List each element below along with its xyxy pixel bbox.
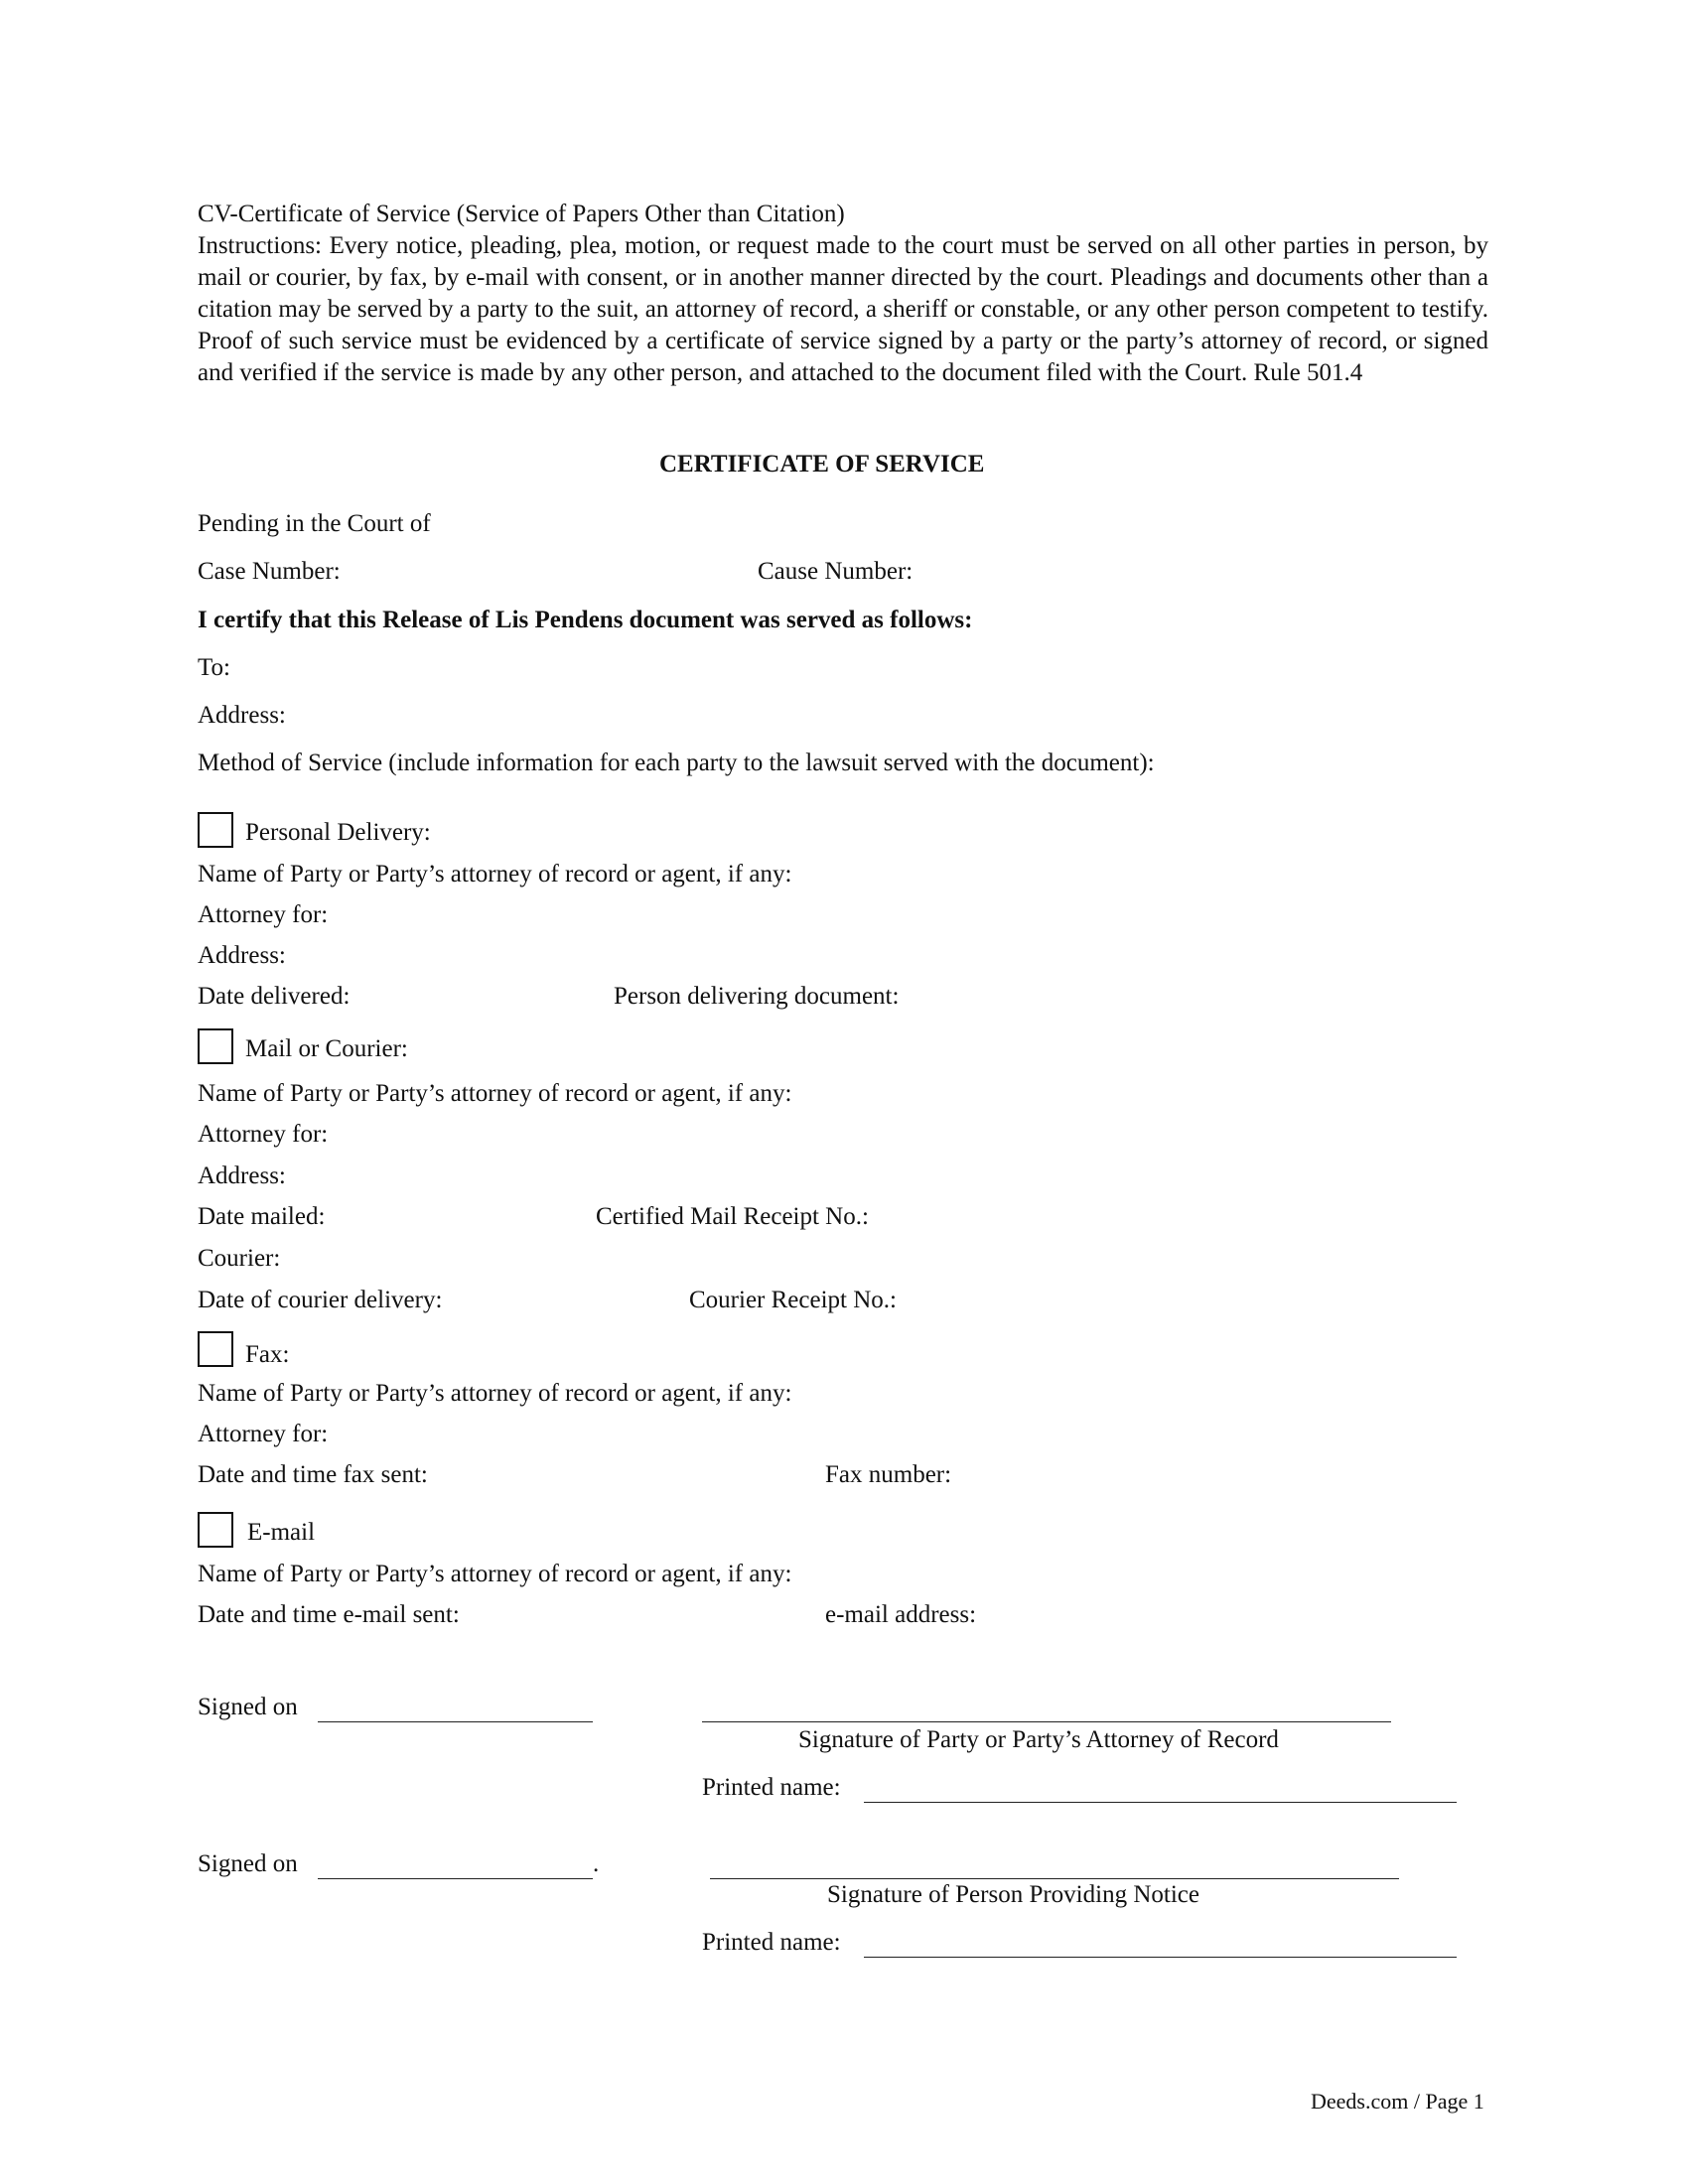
- fax-attorney-for-label: Attorney for:: [198, 1421, 329, 1447]
- email-name-party-label: Name of Party or Party’s attorney of record or agent, if any:: [198, 1561, 792, 1587]
- email-address-label: e-mail address:: [825, 1601, 977, 1628]
- signed-on-label-2: Signed on: [198, 1850, 298, 1877]
- date-delivered-label: Date delivered:: [198, 983, 351, 1010]
- fax-label: Fax:: [245, 1341, 290, 1368]
- signed-on-label-1: Signed on: [198, 1694, 298, 1720]
- personal-delivery-checkbox[interactable]: [198, 812, 233, 848]
- date-courier-delivery-label: Date of courier delivery:: [198, 1287, 443, 1313]
- mail-address-label: Address:: [198, 1162, 286, 1189]
- date-mailed-label: Date mailed:: [198, 1203, 326, 1230]
- fax-number-label: Fax number:: [825, 1461, 952, 1488]
- page-footer: Deeds.com / Page 1: [1311, 2089, 1484, 2114]
- address-label: Address:: [198, 702, 286, 729]
- fax-checkbox[interactable]: [198, 1331, 233, 1367]
- mail-name-party-label: Name of Party or Party’s attorney of record or agent, if any:: [198, 1080, 792, 1107]
- signature-line-2[interactable]: [710, 1878, 1399, 1879]
- fax-name-party-label: Name of Party or Party’s attorney of record or agent, if any:: [198, 1380, 792, 1407]
- certified-mail-receipt-label: Certified Mail Receipt No.:: [596, 1203, 869, 1230]
- printed-name-label-2: Printed name:: [702, 1929, 841, 1956]
- printed-name-line-1[interactable]: [864, 1802, 1457, 1803]
- form-title: CV-Certificate of Service (Service of Papers Other than Citation): [198, 201, 845, 227]
- signed-on-date-line-1[interactable]: [318, 1721, 593, 1722]
- printed-name-label-1: Printed name:: [702, 1774, 841, 1801]
- certify-statement: I certify that this Release of Lis Pendens document was served as follows:: [198, 607, 973, 633]
- instructions-text: Instructions: Every notice, pleading, plea, motion, or request made to the court must be served on all other parties in person, by mail or courier, by fax, by e-mail with consent, or in another manner directed by the court. Pleadings and documents other than a citation may be served by a party to the suit, an attorney of record, a sheriff or constable, or any other person competent to testify. Proof of such service must be evidenced by a certificate of service signed by a party or the party’s attorney of record, or signed and verified if the service is made by any other person, and attached to the document filed with the Court. Rule 501.4: [198, 232, 1488, 386]
- document-title: CERTIFICATE OF SERVICE: [659, 451, 985, 478]
- person-delivering-label: Person delivering document:: [614, 983, 900, 1010]
- mail-courier-label: Mail or Courier:: [245, 1035, 408, 1062]
- fax-date-time-label: Date and time fax sent:: [198, 1461, 428, 1488]
- pending-court-label: Pending in the Court of: [198, 510, 431, 537]
- personal-address-label: Address:: [198, 942, 286, 969]
- mail-attorney-for-label: Attorney for:: [198, 1121, 329, 1148]
- email-checkbox[interactable]: [198, 1512, 233, 1548]
- method-of-service-label: Method of Service (include information for each party to the lawsuit served with the document):: [198, 750, 1155, 776]
- personal-attorney-for-label: Attorney for:: [198, 901, 329, 928]
- signature-line-1[interactable]: [702, 1721, 1391, 1722]
- courier-label: Courier:: [198, 1245, 281, 1272]
- to-label: To:: [198, 654, 230, 681]
- case-number-label: Case Number:: [198, 558, 341, 585]
- signature-caption-1: Signature of Party or Party’s Attorney of Record: [798, 1726, 1279, 1753]
- cause-number-label: Cause Number:: [758, 558, 914, 585]
- personal-name-party-label: Name of Party or Party’s attorney of record or agent, if any:: [198, 861, 792, 887]
- personal-delivery-label: Personal Delivery:: [245, 819, 431, 846]
- intro-block: [198, 199, 1488, 389]
- signature-caption-2: Signature of Person Providing Notice: [827, 1881, 1199, 1908]
- mail-courier-checkbox[interactable]: [198, 1028, 233, 1064]
- signed-on-period: .: [593, 1850, 600, 1877]
- printed-name-line-2[interactable]: [864, 1957, 1457, 1958]
- courier-receipt-label: Courier Receipt No.:: [689, 1287, 897, 1313]
- email-date-time-label: Date and time e-mail sent:: [198, 1601, 460, 1628]
- email-label: E-mail: [247, 1519, 316, 1546]
- signed-on-date-line-2[interactable]: [318, 1878, 593, 1879]
